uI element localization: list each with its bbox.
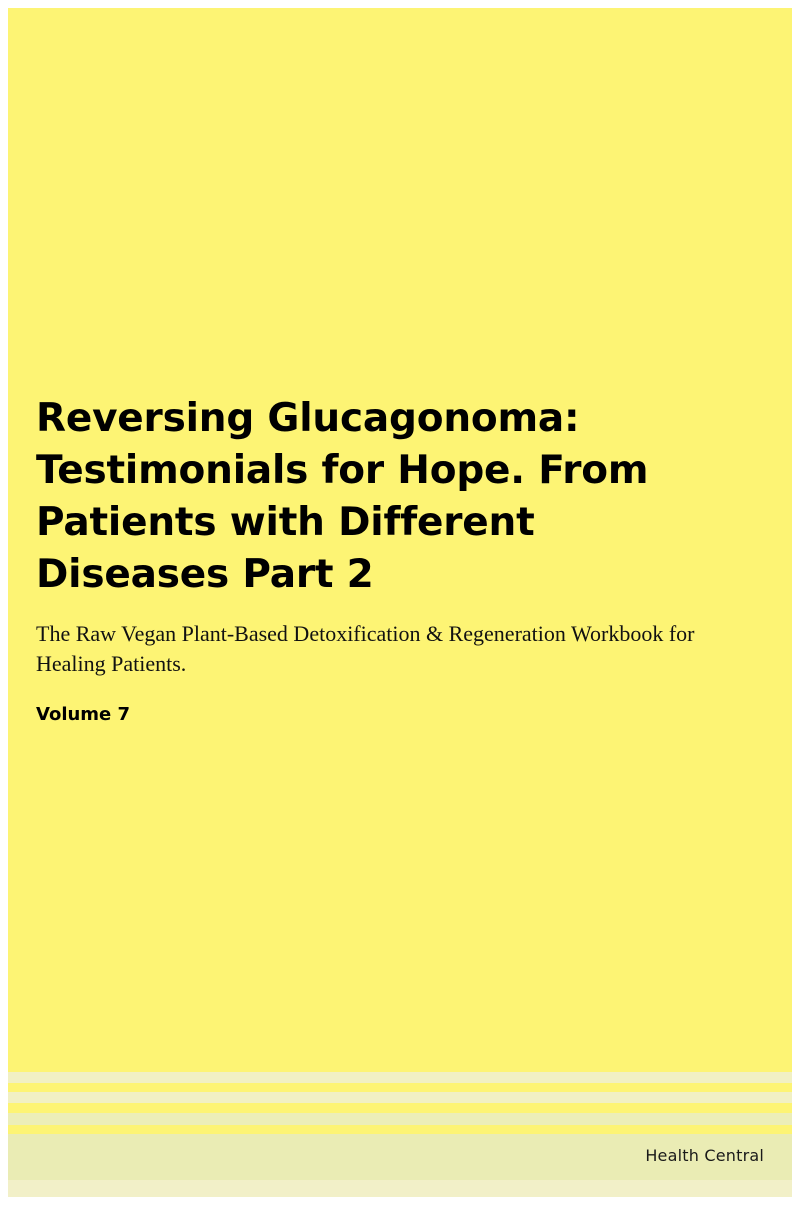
stripe-6 [8,1125,792,1134]
book-subtitle: The Raw Vegan Plant-Based Detoxification & Regeneration Workbook for Healing Patients. [36,621,695,676]
book-title: Reversing Glucagonoma: Testimonials for Hope. From Patients with Different Diseases Part 2 [36,396,649,597]
stripe-1 [8,1072,792,1083]
stripe-3 [8,1092,792,1103]
publisher-name: Health Central [645,1146,764,1165]
cover-canvas [8,8,792,1197]
stripe-8 [8,1180,792,1197]
stripe-5 [8,1113,792,1125]
decorative-stripes [8,1072,792,1197]
title-block [36,393,736,727]
stripe-4 [8,1103,792,1113]
stripe-2 [8,1083,792,1092]
book-volume-label: Volume 7 [36,704,131,725]
